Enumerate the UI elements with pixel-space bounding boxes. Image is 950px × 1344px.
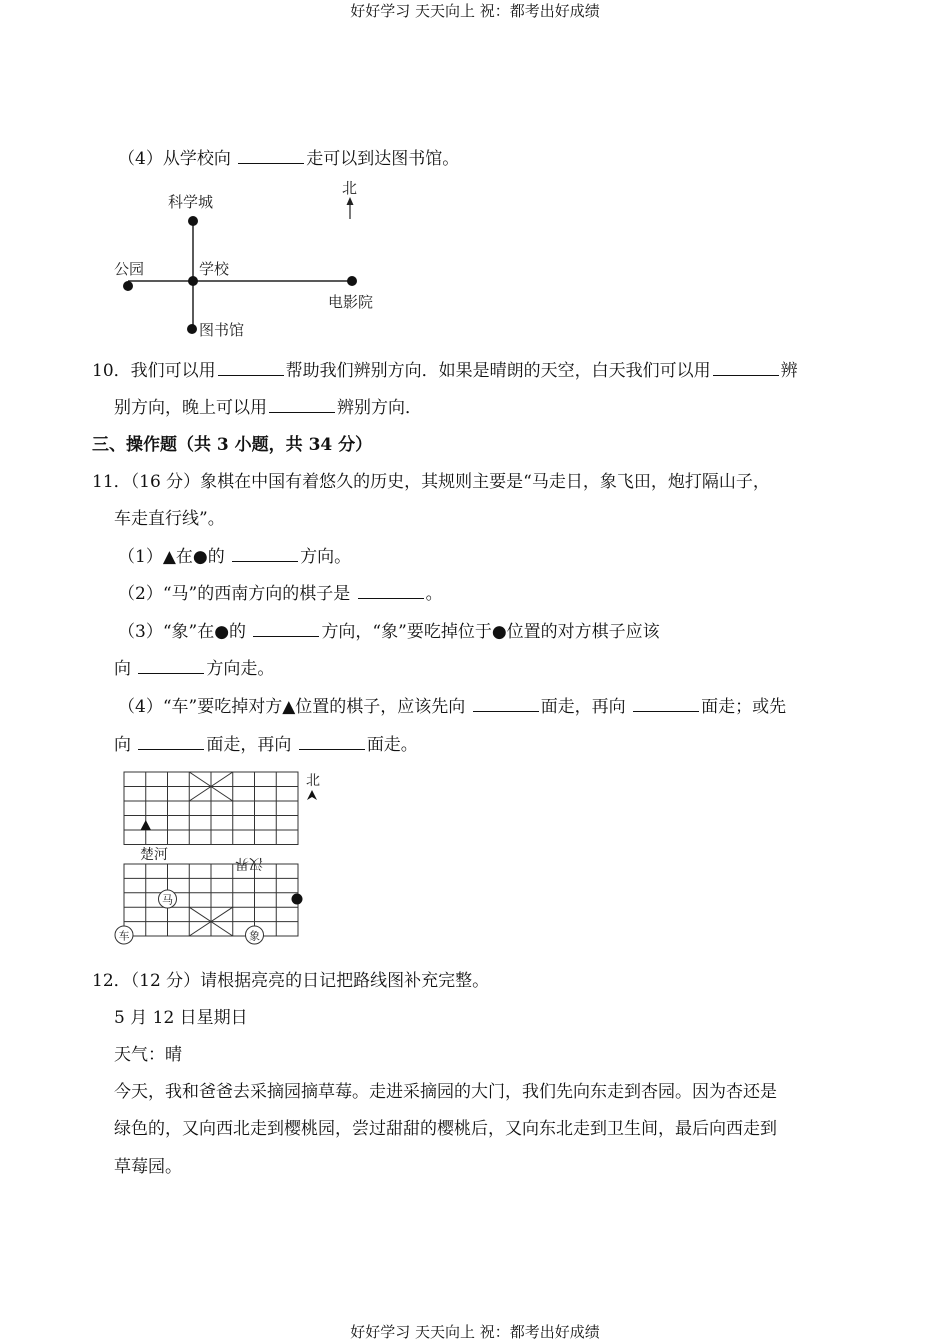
school-label: 学校: [199, 260, 230, 278]
answer-blank[interactable]: [713, 359, 779, 376]
direction-map: [100, 175, 400, 345]
question-11-4: （4）“车”要吃掉对方▲位置的棋子，应该先向 面走，再向 面走；或先: [118, 697, 787, 717]
question-11-3-cont: 向 方向走。: [114, 659, 275, 679]
park-label: 公园: [114, 260, 145, 278]
diary-line-2: 绿色的，又向西北走到樱桃园，尝过甜甜的樱桃后，又向东北走到卫生间，最后向西走到: [114, 1119, 777, 1139]
library-label: 图书馆: [199, 321, 245, 339]
answer-blank[interactable]: [299, 733, 365, 750]
page-footer: 好好学习 天天向上 祝：都考出好成绩: [350, 1323, 600, 1341]
question-9-4: （4）从学校向 走可以到达图书馆。: [118, 149, 460, 169]
library-dot: [187, 324, 197, 334]
question-12-stem: 12．（12 分）请根据亮亮的日记把路线图补充完整。: [92, 971, 490, 991]
school-dot: [188, 276, 198, 286]
diary-line-1: 今天，我和爸爸去采摘园摘草莓。走进采摘园的大门，我们先向东走到杏园。因为杏还是: [114, 1082, 777, 1102]
question-11-3: （3）“象”在●的 方向，“象”要吃掉位于●位置的对方棋子应该: [118, 622, 660, 642]
answer-blank[interactable]: [358, 582, 424, 599]
answer-blank[interactable]: [218, 359, 284, 376]
science-city-label: 科学城: [168, 193, 214, 211]
chariot-label: 车: [118, 929, 130, 943]
answer-blank[interactable]: [138, 657, 204, 674]
chess-board: [108, 765, 330, 949]
elephant-label: 象: [249, 929, 260, 943]
answer-blank[interactable]: [238, 147, 304, 164]
park-dot: [123, 281, 133, 291]
north-arrow-icon: [307, 790, 317, 800]
question-10-line1: 10．我们可以用 帮助我们辨别方向．如果是晴朗的天空，白天我们可以用 辨: [92, 361, 798, 381]
question-11-1: （1）▲在●的 方向。: [118, 547, 352, 567]
question-10-line2: 别方向，晚上可以用 辨别方向．: [114, 398, 422, 418]
river-label-chu: 楚河: [140, 847, 168, 863]
cinema-dot: [347, 276, 357, 286]
question-11-2: （2）“马”的西南方向的棋子是 。: [118, 584, 443, 604]
north-label: 北: [342, 179, 358, 197]
answer-blank[interactable]: [633, 695, 699, 712]
section-3-heading: 三、操作题（共 3 小题，共 34 分）: [92, 435, 373, 455]
answer-blank[interactable]: [253, 620, 319, 637]
page-header: 好好学习 天天向上 祝：都考出好成绩: [350, 2, 600, 20]
black-dot-piece: [292, 894, 303, 905]
diary-line-3: 草莓园。: [114, 1157, 182, 1177]
question-11-stem-1: 11．（16 分）象棋在中国有着悠久的历史，其规则主要是“马走日，象飞田，炮打隔山子，: [92, 472, 770, 492]
question-11-4-cont: 向 面走，再向 面走。: [114, 735, 418, 755]
north-arrow-icon: [347, 197, 354, 205]
answer-blank[interactable]: [232, 545, 298, 562]
diary-date: 5 月 12 日星期日: [114, 1008, 248, 1028]
answer-blank[interactable]: [473, 695, 539, 712]
triangle-piece: [141, 820, 152, 830]
river-label-han: 汉界: [235, 855, 263, 871]
answer-blank[interactable]: [138, 733, 204, 750]
science-city-dot: [188, 216, 198, 226]
cinema-label: 电影院: [328, 293, 374, 311]
question-11-stem-2: 车走直行线”。: [114, 509, 225, 529]
horse-label: 马: [162, 893, 173, 907]
north-label: 北: [306, 773, 320, 789]
diary-weather: 天气：晴: [114, 1045, 182, 1065]
answer-blank[interactable]: [269, 396, 335, 413]
